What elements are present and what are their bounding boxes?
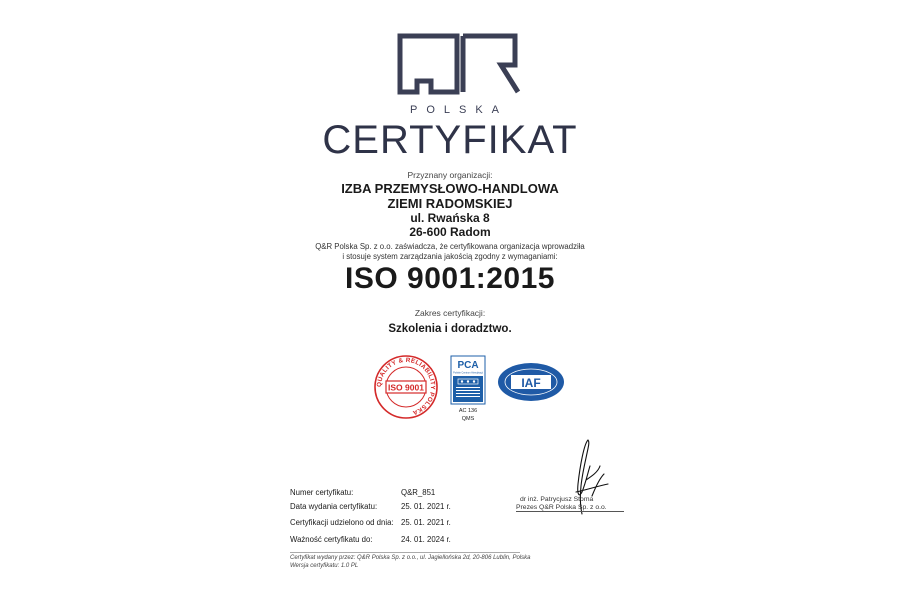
brand-subtitle: POLSKA [409,104,509,116]
footer-divider [290,552,520,553]
statement-line2: i stosuje system zarządzania jakością zgodny z wymaganiami: [342,252,558,261]
iaf-logo-text: IAF [521,376,541,390]
pca-logo-text: PCA [457,360,479,371]
qr-logo-icon [397,33,523,95]
iaf-mla-icon [497,362,565,402]
organization-name-line2: ZIEMI RADOMSKIEJ [387,196,513,211]
detail-row-valid-until [290,535,590,547]
certification-statement [0,242,900,262]
detail-row-number [290,488,590,500]
pca-accreditation-icon [450,355,486,427]
pca-small-text: Polskie Centrum Akredytacji [453,371,483,375]
certificate-footer [290,554,530,570]
signatory-role: Prezes Q&R Polska Sp. z o.o. [516,504,607,511]
statement-line1: Q&R Polska Sp. z o.o. zaświadcza, że certyfikowana organizacja wprowadziła [315,242,585,251]
pca-scheme: QMS [461,416,475,422]
signatory-name: dr inż. Patrycjusz Stoma [520,496,594,503]
detail-value: 25. 01. 2021 r. [401,502,451,511]
organization-name-line1: IZBA PRZEMYSŁOWO-HANDLOWA [341,181,559,196]
detail-value: Q&R_851 [401,488,436,497]
detail-value: 24. 01. 2024 r. [401,535,451,544]
detail-label: Certyfikacji udzielono od dnia: [290,518,394,527]
organization-address-line2: 26-600 Radom [409,225,491,239]
detail-row-issue-date [290,502,590,514]
organization-address-line1: ul. Rwańska 8 [410,211,490,225]
scope-label: Zakres certyfikacji: [414,308,486,318]
footer-issuer: Certyfikat wydany przez: Q&R Polska Sp. z o.o., ul. Jagiellońska 2d, 20-806 Lublin, Polska [290,555,531,561]
detail-value: 25. 01. 2021 r. [401,518,451,527]
footer-version: Wersja certyfikatu: 1.0 PL [290,563,359,569]
seal-ring-text: QUALITY & RELIABILITY POLSKA [375,356,437,417]
detail-label: Ważność certyfikatu do: [290,535,373,544]
seal-center-text: ISO 9001 [388,382,424,393]
detail-label: Numer certyfikatu: [290,488,354,497]
granted-label: Przyznany organizacji: [407,170,493,180]
quality-reliability-seal-icon [373,354,439,420]
detail-label: Data wydania certyfikatu: [290,502,378,511]
certificate-title: CERTYFIKAT [322,118,578,162]
detail-row-granted-from [290,518,590,530]
standard-name: ISO 9001:2015 [345,262,555,295]
scope-value: Szkolenia i doradztwo. [388,323,512,335]
pca-accreditation-code: AC 136 [458,408,478,414]
